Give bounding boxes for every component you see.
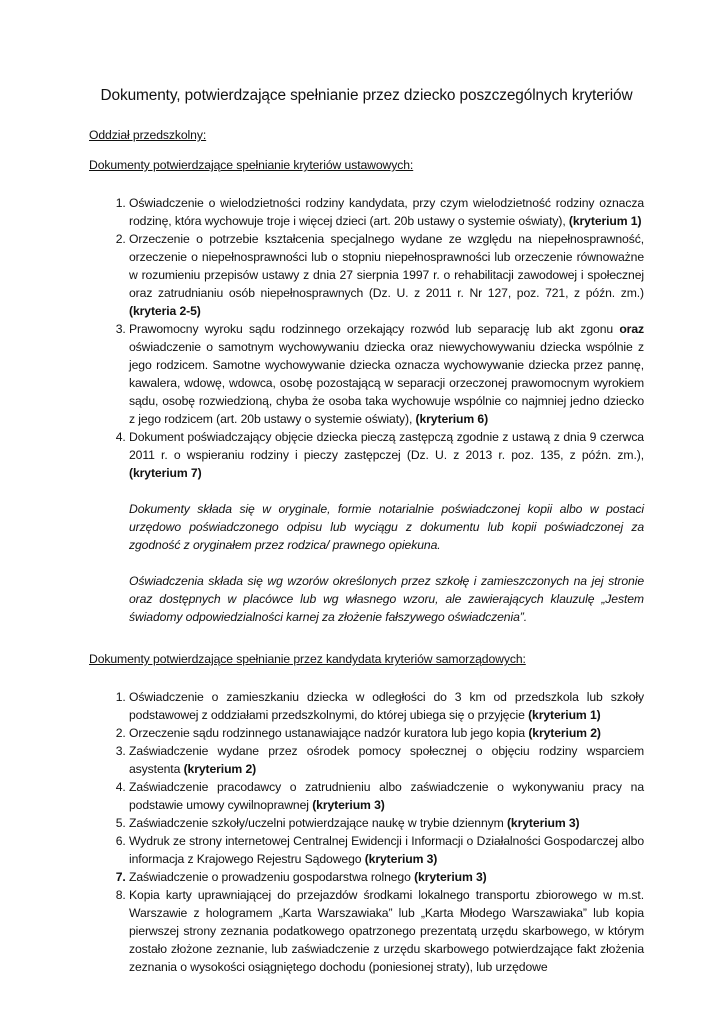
section-label: Oddział przedszkolny: xyxy=(89,128,207,142)
list-item xyxy=(129,778,644,814)
item-criterion: (kryterium 3) xyxy=(364,852,438,866)
item-text: Zaświadczenie pracodawcy o zatrudnieniu albo zaświadczenie o wykonywaniu pracy na podstawie umowy cywilnoprawnej xyxy=(129,780,644,812)
item-text: Kopia karty uprawniającej do przejazdów środkami lokalnego transportu zbiorowego w m.st. Warszawie z hologramem „Karta Warszawiaka” lub „Karta Młodego Warszawiaka” lub kopia pierwszej strony zeznania podatkowego opatrzonego prezentatą urzędu skarbowego, w którym zostało złożone zeznanie, lub zaświadczenie z urzędu skarbowego potwierdzające fakt złożenia zeznania o wysokości osiągniętego dochodu (poniesionej straty), lub urzędowe xyxy=(129,888,644,974)
item-criterion: (kryterium 6) xyxy=(415,412,489,426)
list-item xyxy=(129,832,644,868)
item-criterion: (kryterium 2) xyxy=(528,726,601,740)
item-criterion: (kryterium 3) xyxy=(312,798,385,812)
item-text: Zaświadczenie szkoły/uczelni potwierdzające naukę w trybie dziennym xyxy=(129,816,507,830)
item-criterion: (kryterium 7) xyxy=(129,466,202,480)
local-heading: Dokumenty potwierdzające spełnianie przez kandydata kryteriów samorządowych: xyxy=(89,652,526,666)
item-text: Orzeczenie o potrzebie kształcenia specjalnego wydane ze względu na niepełnosprawność, orzeczenie o niepełnosprawności lub o stopniu niepełnosprawności lub orzeczenie równoważne w rozumieniu przepisów ustawy z dnia 27 sierpnia 1997 r. o rehabilitacji zawodowej i społecznej oraz zatrudnianiu osób niepełnosprawnych (Dz. U. z 2011 r. Nr 127, poz. 721, z późn. zm.) xyxy=(129,232,644,300)
list-item xyxy=(129,428,644,482)
item-text: Wydruk ze strony internetowej Centralnej Ewidencji i Informacji o Działalności Gospodarczej albo informacja z Krajowego Rejestru Sądowego xyxy=(129,834,644,866)
item-text: Orzeczenie sądu rodzinnego ustanawiające nadzór kuratora lub jego kopia xyxy=(129,726,529,740)
list-item xyxy=(129,886,644,976)
item-text: Oświadczenie o zamieszkaniu dziecka w odległości do 3 km od przedszkola lub szkoły podstawowej z oddziałami przedszkolnymi, do której ubiega się o przyjęcie xyxy=(129,690,644,722)
list-item xyxy=(129,320,644,428)
item-text: Prawomocny wyroku sądu rodzinnego orzekający rozwód lub separację lub akt zgonu xyxy=(129,322,620,336)
list-item xyxy=(129,814,644,832)
item-criterion: (kryterium 1) xyxy=(568,214,642,228)
statutory-list xyxy=(89,194,644,482)
note-documents: Dokumenty składa się w oryginale, formie notarialnie poświadczonej kopii albo w postaci urzędowo poświadczonego odpisu lub wyciągu z dokumentu lub kopii poświadczonej za zgodność z oryginałem przez rodzica/ prawnego opiekuna. xyxy=(129,502,644,552)
list-item xyxy=(129,724,644,742)
item-text: Zaświadczenie wydane przez ośrodek pomocy społecznej o objęciu rodziny wsparciem asystenta xyxy=(129,744,644,776)
list-item xyxy=(129,230,644,320)
item-criterion: (kryterium 2) xyxy=(183,762,257,776)
item-text: Dokument poświadczający objęcie dziecka pieczą zastępczą zgodnie z ustawą z dnia 9 czerwca 2011 r. o wspieraniu rodziny i pieczy zastępczej (Dz. U. z 2013 r. poz. 135, z późn. zm.), xyxy=(129,430,644,462)
local-list xyxy=(89,688,644,976)
page-title: Dokumenty, potwierdzające spełnianie przez dziecko poszczególnych kryteriów xyxy=(100,87,633,104)
item-criterion: (kryterium 3) xyxy=(414,870,487,884)
note-statements: Oświadczenia składa się wg wzorów określonych przez szkołę i zamieszczonych na jej stronie oraz dostępnych w placówce lub wg własnego wzoru, ale zawierających klauzulę „Jestem świadomy odpowiedzialności karnej za złożenie fałszywego oświadczenia”. xyxy=(129,574,644,624)
statutory-heading: Dokumenty potwierdzające spełnianie kryteriów ustawowych: xyxy=(89,158,414,172)
item-text: Oświadczenie o wielodzietności rodziny kandydata, przy czym wielodzietność rodziny oznacza rodzinę, która wychowuje troje i więcej dzieci (art. 20b ustawy o systemie oświaty), xyxy=(129,196,644,228)
list-item xyxy=(129,194,644,230)
item-criterion: (kryterium 3) xyxy=(506,816,580,830)
item-criterion: (kryteria 2-5) xyxy=(129,304,201,318)
item-emphasis: oraz xyxy=(619,322,644,336)
item-text: Zaświadczenie o prowadzeniu gospodarstwa rolnego xyxy=(129,870,415,884)
item-text: oświadczenie o samotnym wychowywaniu dziecka oraz niewychowywaniu dziecka wspólnie z jego rodzicem. Samotne wychowywanie dziecka oznacza wychowywanie dziecka przez pannę, kawalera, wdowę, wdowca, osobę pozostającą w separacji orzeczonej prawomocnym wyrokiem sądu, osobę rozwiedzioną, chyba że osoba taka wychowuje wspólnie co najmniej jedno dziecko z jego rodzicem (art. 20b ustawy o systemie oświaty), xyxy=(129,340,644,426)
list-item xyxy=(129,688,644,724)
list-item xyxy=(129,742,644,778)
list-item xyxy=(129,868,644,886)
item-criterion: (kryterium 1) xyxy=(528,708,601,722)
